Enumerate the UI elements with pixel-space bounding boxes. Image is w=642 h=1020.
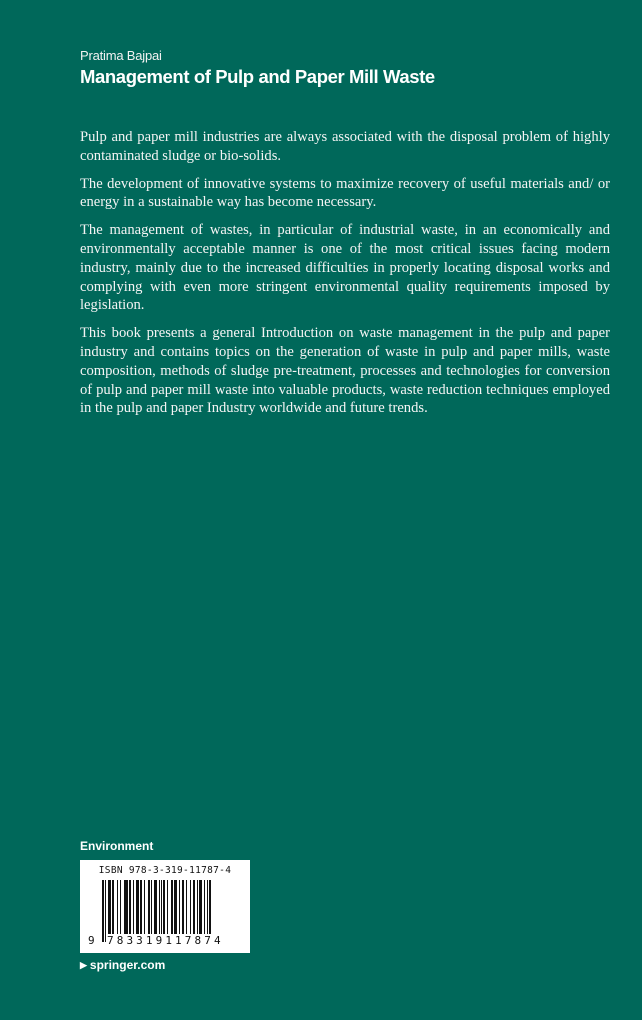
website-text: springer.com <box>89 958 166 972</box>
ean-first-digit: 9 <box>88 934 95 947</box>
description <box>80 128 610 427</box>
book-title: Management of Pulp and Paper Mill Waste <box>80 66 435 87</box>
isbn-text: ISBN 978-3-319-11787-4 <box>98 865 232 876</box>
barcode-icon <box>102 880 238 942</box>
description-paragraph: Pulp and paper mill industries are always associated with the disposal problem of highly contaminated sludge or bio-solids. <box>80 129 610 164</box>
description-paragraph: The development of innovative systems to maximize recovery of useful materials and/ or energy in a sustainable way has become necessary. <box>80 175 610 211</box>
author-name: Pratima Bajpai <box>80 48 162 63</box>
description-paragraph: The management of wastes, in particular of industrial waste, in an economically and environmentally acceptable manner is one of the most critical issues facing modern industry, mainly due to the increased difficulties in properly locating disposal works and complying with even more stringent environmental quality requirements imposed by legislation. <box>80 222 610 314</box>
ean-digits: 783319117874 <box>107 934 224 947</box>
triangle-arrow-icon: ▶ <box>80 959 87 970</box>
category-label: Environment <box>80 839 154 853</box>
barcode-box <box>80 860 250 953</box>
website-link[interactable] <box>80 958 165 972</box>
description-paragraph: This book presents a general Introduction on waste management in the pulp and paper industry and contains topics on the generation of waste in pulp and paper mills, waste composition, methods of sludge pre-treatment, processes and technologies for conversion of pulp and paper mill waste into valuable products, waste reduction techniques employed in the pulp and paper Industry worldwide and future trends. <box>80 325 610 417</box>
